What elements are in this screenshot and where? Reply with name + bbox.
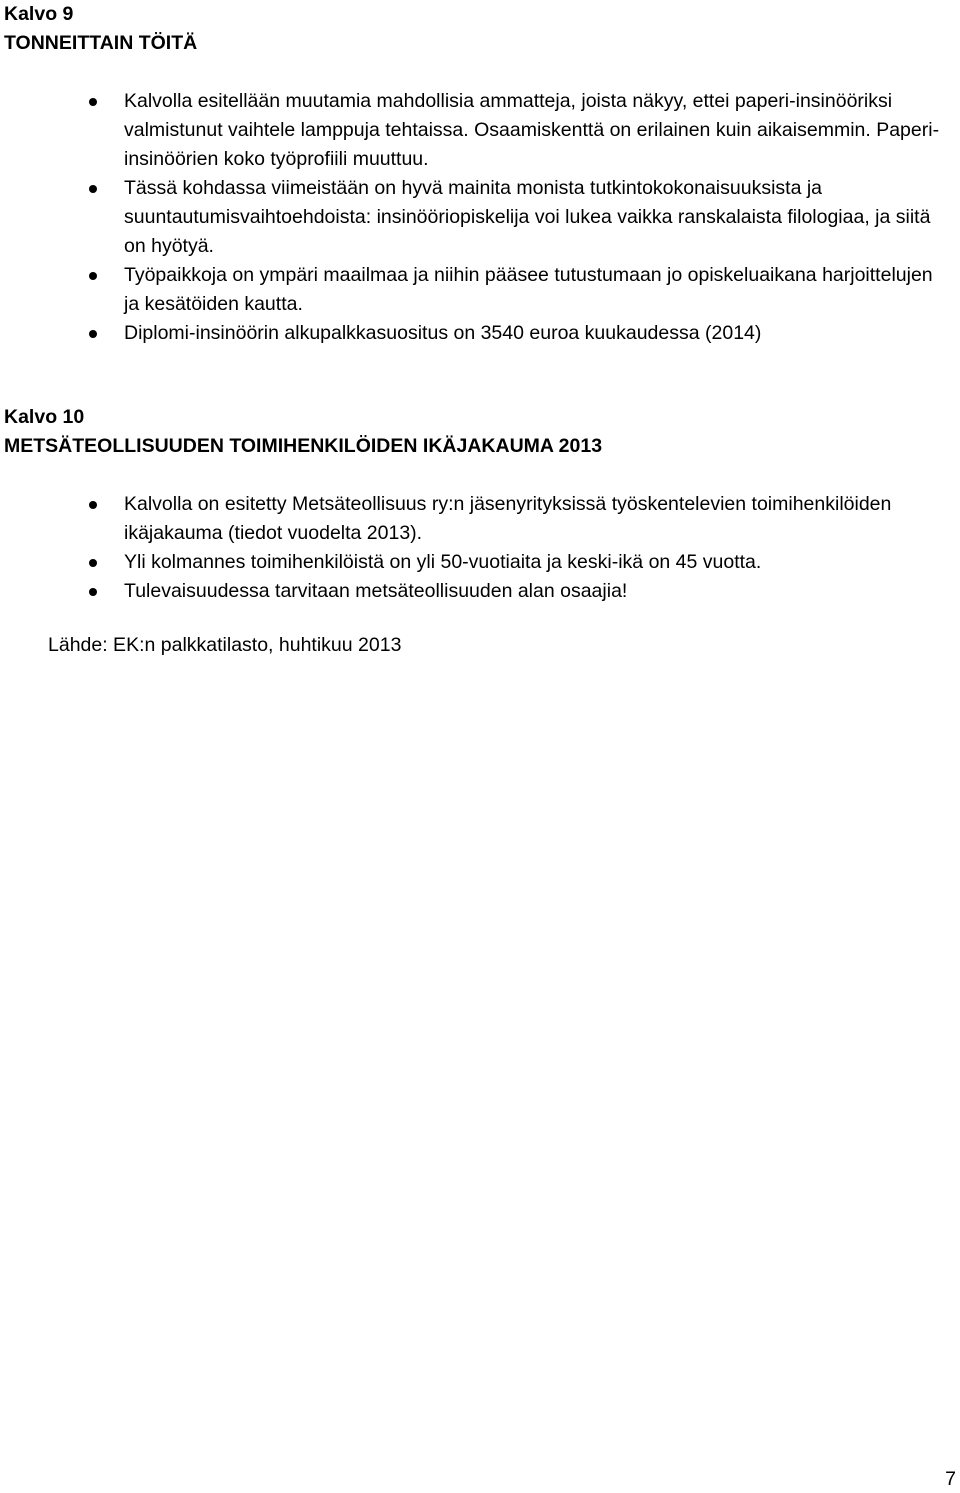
slide-9-bullet-list <box>4 87 952 348</box>
list-item-text: Kalvolla esitellään muutamia mahdollisia ammatteja, joista näkyy, ettei paperi-insinööriksi valmistunut vaihtele lamppuja tehtaissa. Osaamiskenttä on erilainen kuin aikaisemmin. Paperi-insinöörien koko työprofiili muuttuu. <box>124 90 940 170</box>
list-item <box>4 261 952 319</box>
list-item <box>4 174 952 261</box>
slide-10-section <box>4 403 952 606</box>
list-item <box>4 548 952 577</box>
slide-9-title: TONNEITTAIN TÖITÄ <box>4 32 198 54</box>
bullet-icon <box>89 501 97 509</box>
slide-9-section <box>4 0 952 348</box>
bullet-icon <box>89 185 97 193</box>
slide-10-bullet-list <box>4 490 952 606</box>
bullet-icon <box>89 588 97 596</box>
slide-9-label: Kalvo 9 <box>4 3 74 25</box>
bullet-icon <box>89 272 97 280</box>
bullet-icon <box>89 98 97 106</box>
list-item-text: Kalvolla on esitetty Metsäteollisuus ry:n jäsenyrityksissä työskentelevien toimihenkilöiden ikäjakauma (tiedot vuodelta 2013). <box>124 493 892 544</box>
list-item <box>4 577 952 606</box>
bullet-icon <box>89 330 97 338</box>
list-item <box>4 490 952 548</box>
list-item <box>4 319 952 348</box>
list-item-text: Työpaikkoja on ympäri maailmaa ja niihin pääsee tutustumaan jo opiskeluaikana harjoittelujen ja kesätöiden kautta. <box>124 264 933 315</box>
page-number: 7 <box>945 1468 956 1490</box>
source-citation: Lähde: EK:n palkkatilasto, huhtikuu 2013 <box>48 634 402 656</box>
list-item <box>4 87 952 174</box>
list-item-text: Yli kolmannes toimihenkilöistä on yli 50-vuotiaita ja keski-ikä on 45 vuotta. <box>124 551 762 573</box>
list-item-text: Diplomi-insinöörin alkupalkkasuositus on 3540 euroa kuukaudessa (2014) <box>124 322 762 344</box>
bullet-icon <box>89 559 97 567</box>
list-item-text: Tässä kohdassa viimeistään on hyvä mainita monista tutkintokokonaisuuksista ja suuntautumisvaihtoehdoista: insinööriopiskelija voi lukea vaikka ranskalaista filologiaa, ja siitä on hyötyä. <box>124 177 931 257</box>
slide-10-title: METSÄTEOLLISUUDEN TOIMIHENKILÖIDEN IKÄJAKAUMA 2013 <box>4 435 603 457</box>
slide-10-label: Kalvo 10 <box>4 406 85 428</box>
list-item-text: Tulevaisuudessa tarvitaan metsäteollisuuden alan osaajia! <box>124 580 628 602</box>
